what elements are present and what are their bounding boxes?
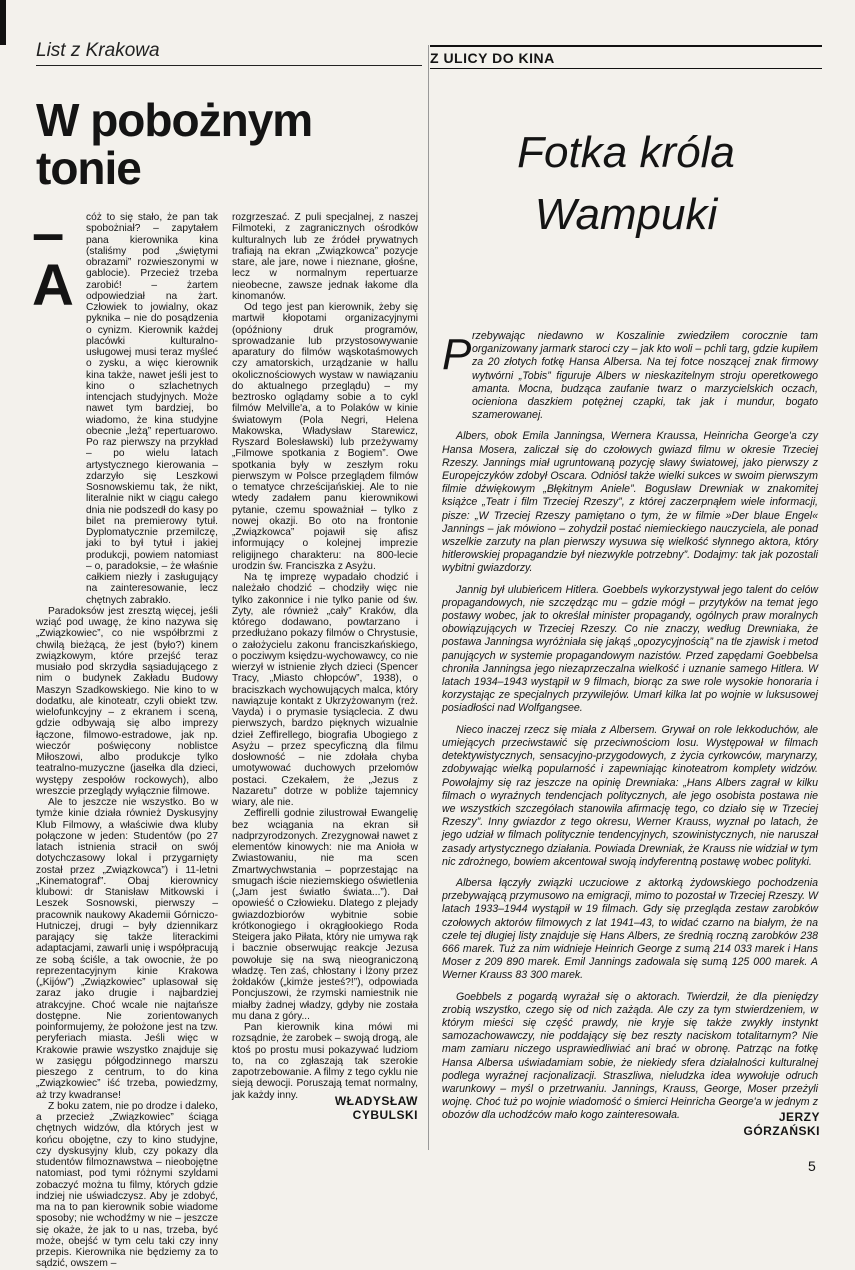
paragraph: Ale to jeszcze nie wszystko. Bo w tymże kinie działa również Dyskusyjny Klub Filmowy, a właściwie dwa kluby połączone w jeden: Studentów (po 27 latach istnienia stracił on swój dotychczasowy lokal i przygarnięty został przez „Związkowca”) i 11-letni „Kinematograf”. Obaj kierownicy klubowi: dr Stanisław Mitkowski i Leszek Sosnowski, pierwszy – pracownik naukowy Akademii Górniczo-Hutniczej, drugi – były dziennikarz parający się także literackimi adaptacjami, zawarli unię i współpracują ze sobą ściśle, a tak owocnie, że po reprezentacyjnym kinie Krakowa („Kijów”) „Związkowiec” uplasował się zaraz jako drugie i najbardziej atrakcyjne. Choć wcale nie najtańsze dostępne. Nie zorientowanych poinformujemy, że położone jest na tzw. peryferiach miasta. Jeśli więc w Krakowie prawie wszystko znajduje się w zasięgu półgodzinnego marszu pieszego z centrum, to do kina „Związkowiec” iść trzeba, powiedzmy, aż trzy kwadranse! [36, 797, 218, 1101]
paragraph: Jannig był ulubieńcem Hitlera. Goebbels wykorzystywał jego talent do celów propagandowych, nie szczędząc mu – gdzie mógł – przytyków na temat jego postawy wobec, jak to określał minister propagandy, ogólnych praw moralnych obowiązujących w Trzeciej Rzeszy. Co nie znaczy, według Drewniaka, że postawa Janningsa wyróżniała się jakąś „opozycyjnością” na tle zjawisk i metod panujących w systemie propagandowym nazistów. Przed zapędami Goebbelsa chroniła Janningsa jego niezaprzeczalna wielkość i uznanie samego Hitlera. W latach 1934–1943 wystąpił w 9 filmach, biorąc za swe role wysokie honoraria i korzystając ze specjalnych przywilejów. Umarł kilka lat po wojnie w luksusowej posiadłości nad Wolfgangsee. [442, 583, 818, 715]
paragraph: rzebywając niedawno w Koszalinie zwiedziłem corocznie tam organizowany jarmark staroci czy – jak kto woli – pchli targ, gdzie kupiłem za 20 złotych fotkę Hansa Albersa. Na tej fotce noszącej znak firmowy wytwórni „Tobis” figuruje Albers w nieskazitelnym stroju operetkowego amanta. Mocna, budząca zaufanie twarz o marzycielskich oczach, ocieniona daszkiem potężnej czapki, tak jak i mundur, bogato szamerowanej. [472, 330, 818, 422]
author-right [640, 1110, 820, 1138]
section-label-right: Z ULICY DO KINA [430, 45, 822, 69]
paragraph: Albersa łączyły związki uczuciowe z aktorką żydowskiego pochodzenia przebywającą przymusowo na emigracji, mimo to pozostał w Trzeciej Rzeszy. W latach 1933–1944 wystąpił w 19 filmach. Gdy się przegląda zestaw zarobków czołowych aktorów filmowych z lat 1941–43, to widać czarno na białym, że na czele tej długiej listy znajduje się Hans Albers, ze średnią roczną zarobków 238 666 marek. Tuż za nim widnieje Heinrich George z sumą 214 033 marek i Hans Moser z 209 890 marek. Emil Jannings zadowala się sumą 125 000 marek. A Werner Krauss 83 300 marek. [442, 876, 818, 982]
drop-cap-left: –A [32, 201, 74, 318]
paragraph: cóż to się stało, że pan tak spobożniał? – zapytałem pana kierownika kina (staliśmy pod „świętymi obrazami” rozwieszonymi w gablocie). Przecież trzeba zarobić! – żartem odpowiedział na żart. Człowiek to jowialny, okaz pyknika – nie do posądzenia o cynizm. Kierownik każdej placówki kulturalno-usługowej musi teraz myśleć o zysku, a więc kierownik kina także, nawet jeśli jest to kino o szlachetnych intencjach studyjnych. Może nawet tym bardziej, bo wiadomo, że kina studyjne obecnie „leżą” repertuarowo. Po raz pierwszy na przykład – po wielu latach artystycznego kierowania – zdarzyło się Leszkowi Sosnowskiemu tak, że nikt, literalnie nikt w ciągu całego dnia nie podszedł do kasy po bilet na premierowy tytuł. Dyplomatycznie przemilczę, jaki to był tytuł i jakiej produkcji, powiem natomiast – o, paradoksie, – że właśnie całkiem niezły i zasługujący na zainteresowanie, lecz chętnych zabrakło. [86, 212, 218, 606]
paragraph: Pan kierownik kina mówi mi rozsądnie, że zarobek – swoją drogą, ale ktoś po prostu musi pokazywać ludziom to, na co zgłaszają tak szerokie zapotrzebowanie. A filmy z tego cyklu nie sieją dewocji. Poruszają temat normalny, jak każdy inny. [232, 1022, 418, 1101]
author-first-name: WŁADYSŁAW [334, 1094, 418, 1108]
page-edge-mark [0, 0, 6, 45]
paragraph: rozgrzeszać. Z puli specjalnej, z naszej Filmoteki, z zagranicznych ośrodków kulturalnych lub ze źródeł prywatnych trafiają na ekran „Związkowca” pozycje stare, ale jare, nowe i nieznane, głośne, lecz w normalnym repertuarze nieobecne, zawsze jednak łakome dla kinomanów. [232, 212, 418, 302]
left-column-2 [232, 212, 418, 1101]
paragraph: Zeffirelli godnie zilustrował Ewangelię bez wciągania na ekran sił nadprzyrodzonych. Zrezygnował nawet z elementów kinowych: nie ma Anioła w Zwiastowaniu, nie ma scen Zmartwychwstania – poprzestając na smugach iście nieziemskiego oświetlenia („Jam jest światło świata...”). Dał opowieść o Człowieku. Dlatego z plejady gwiazdozbiorów wybitnie sobie krótkonogiego i okrągłookiego Roda Steigera jako Piłata, który nie umywa rąk i bacznie obserwując reakcje Jezusa powołuje się na swą nieograniczoną władzę. Ten zaś, chłostany i lżony przez żołdaków („kimże jesteś?!”), odpowiada Poncjuszowi, że rzymski namiestnik nie miałby żadnej władzy, gdyby nie została mu dana z góry... [232, 808, 418, 1022]
right-article-body [442, 330, 818, 1131]
paragraph: Na tę imprezę wypadało chodzić i należało chodzić – chodziły więc nie tylko zakonnice i nie tylko panie od św. Zyty, ale również „cały” Kraków, dla którego dodawano, powtarzano i przedłużano pokazy filmów o Chrystusie, o założycielu zakonu franciszkańskiego, o pocziwym księdzu-wychowawcy, co nie wierzył w istnienie złych dzieci (Spencer Tracy, „Miasto chłopców”, 1938), o braciszkach wychowujących malca, który nawiązuje kontakt z Ukrzyżowanym (reż. Vayda) i o prymasie tysiąclecia. Z dwu pierwszych, bardzo pięknych wizualnie dzieł Zeffirellego, biografia Ubogiego z Asyżu – przez specyficzną dla filmu dosłowność – nie zdołała chyba umotywować duchowych przełomów postaci. Czekałem, że „Jezus z Nazaretu” dotrze w pobliże tajemnicy wiary, ale nie. [232, 572, 418, 808]
paragraph: Paradoksów jest zresztą więcej, jeśli wziąć pod uwagę, że kino nazywa się „Związkowiec”, co nie współbrzmi z chwilą bieżącą, że jest (było?) kinem związkowym, które przejść teraz musiało pod skrzydła sąsiadującego z nim o budynek Zakładu Budowy Maszyn Szadkowskiego. Nie kino to w dodatku, ale kinoteatr, czyli obiekt tzw. wielofunkcyjny – z ekranem i sceną, gdzie odbywają się albo imprezy łączone, filmowo-estradowe, jak np. wieczór poświęcony noblistce Miłoszowi, albo produkcje tylko teatralno-muzyczne (jasełka dla dzieci, występy zespołów rockowych), albo wreszcie przeglądy wyłącznie filmowe. [36, 605, 218, 797]
paragraph: Z boku zatem, nie po drodze i daleko, a przecież „Związkowiec” ściąga chętnych widzów, dla których jest w końcu obojętne, czy to kino studyjne, czy dyskusyjny klub, czy pokazy dla studentów filmoznawstwa – nieobojętne natomiast, pod tymi różnymi szyldami zobaczyć można tu filmy, których gdzie indziej nie uświadczysz. Aby je zdobyć, ma na to pan kierownik sobie wiadome sposoby; nie wchodźmy w nie – jeszcze się okaże, że jak to u nas, trzeba, być może, obejść w tym celu taki czy inny przepis. Kierownika nie będziemy za to sądzić, owszem – [36, 1100, 218, 1270]
page-number: 5 [808, 1158, 816, 1174]
paragraph: Albers, obok Emila Janningsa, Wernera Kraussa, Heinricha George'a czy Hansa Mosera, zaliczał się do czołowych gwiazd filmu w okresie Trzeciej Rzeszy. Jannings miał ugruntowaną pozycję sławy światowej, jako pierwszy z Europejczyków zdobył Oscara. Odniósł także wielki sukces w swoim pierwszym filmie dźwiękowym „Błękitnym Aniele”. Bogusław Drewniak w znakomitej książce „Teatr i film Trzeciej Rzeszy”, z której zaczerpnąłem wiele informacji, pisze: „W Trzeciej Rzeszy pamiętano o tym, że w filmie »Der blaue Engel« Jannings – jak mówiono – zohydził postać niemieckiego nauczyciela, ale ponad wszelkie zarzuty na plan pierwszy wysuwa się wielkość słynnego aktora, który hitlerowskiej propagandzie był niezwykle potrzebny”. Dodajmy: tak jak pozostali wybitni gwiazdorzy. [442, 430, 818, 575]
author-last-name: GÓRZAŃSKI [743, 1124, 820, 1138]
author-left [232, 1094, 418, 1122]
author-first-name: JERZY [778, 1110, 820, 1124]
paragraph: Goebbels z pogardą wyrażał się o aktorach. Twierdził, że dla pieniędzy zrobią wszystko, czego się od nich zażąda. Ale czy za tym stwierdzeniem, w którym mieści się część prawdy, nie kryje się także zwykły instynkt samozachowawczy, nie poddający się bez reszty naciskom totalitarnym? Nie mam zamiaru niczego usprawiedliwiać ani brać w obronę. Patrząc na fotkę Hansa Albersa uświadamiam sobie, że niekiedy sfera działalności kulturalnej podlega wyraźnej racjonalizacji. Straszliwa, nieludzka idea wywołuje odruch warunkowy – myśl o przetrwaniu. Jannings, Krauss, George, Moser przeżyli wojnę. Choć tuż po wojnie wiadomość o śmierci Heinricha George'a w jednym z obozów dla uchodźców mało kogo zainteresowała. [442, 990, 818, 1122]
left-column-1 [36, 212, 218, 1270]
article-title-left: W pobożnym tonie [36, 94, 313, 194]
column-divider [428, 45, 429, 1150]
article-title-right: Fotka króla Wampuki [517, 128, 735, 239]
drop-cap-right: P [442, 330, 472, 379]
author-last-name: CYBULSKI [352, 1108, 418, 1122]
section-label-left: List z Krakowa [36, 40, 422, 66]
paragraph: Od tego jest pan kierownik, żeby się martwił kłopotami organizacyjnymi (opóźniony druk programów, sprowadzanie lub przystosowywanie aparatury do filmów wąskotaśmowych czy amatorskich, urządzanie w hallu okolicznościowych wystaw w nawiązaniu do aktualnego przeglądu) – my beztrosko oglądamy sobie a to cykl filmów Melville'a, a to Polaków w kinie światowym (Pola Negri, Helena Makowska, Władysław Starewicz, Ryszard Bolesławski) lub przeżywamy „Filmowe spotkania z Bogiem”. Owe spotkania były w zeszłym roku pierwszym w Polsce przeglądem filmów o tematyce chrześcijańskiej. Ale to nie wtedy zadałem panu kierownikowi pytanie, czemu spoważniał – tylko z nowej okazji. Bo oto na frontonie „Związkowca” pojawił się afisz informujący o kolejnej imprezie religijnego charakteru: na 800-lecie urodzin św. Franciszka z Asyżu. [232, 302, 418, 572]
paragraph: Nieco inaczej rzecz się miała z Albersem. Grywał on role lekkoduchów, ale umiejących przeciwstawić się przeciwnościom losu. Występował w filmach detektywistycznych, sensacyjno-przygodowych, z życia cyrkowców, marynarzy, zdobywając wielką popularność i zapewniając kinoteatrom komplety widzów. Powołajmy się raz jeszcze na opinię Drewniaka: „Hans Albers zagrał w kilku filmach o wyraźnych tendencjach politycznych, ale jego osobista postawa nie we wszystkich szczegółach stanowiła afirmację tego, co działo się w Trzeciej Rzeszy”. Inny gwiazdor z tego okresu, Werner Krauss, wyznał po latach, że jego udział w filmach politycznie tendencyjnych, szowinistycznych, nie naruszał zasady artystycznego działania. Powiada Drewniak, że Krauss nie widział w tym nic zdrożnego, bowiem akcentował swoją indyferentną postawę wobec polityki. [442, 723, 818, 868]
